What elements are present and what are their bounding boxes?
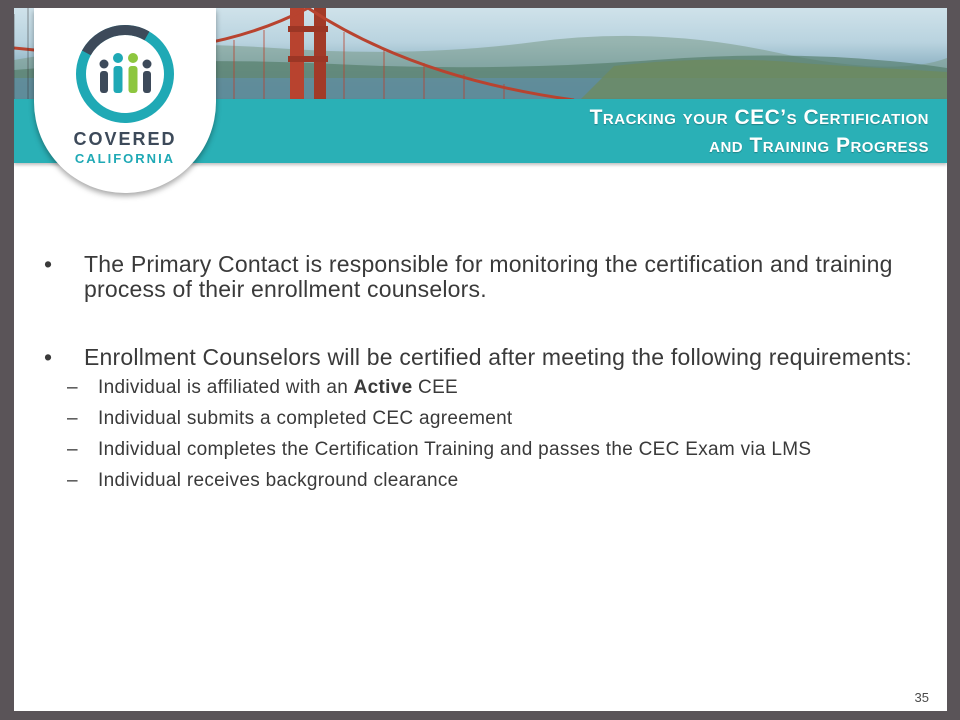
dash-glyph: – — [67, 470, 78, 491]
requirement-text-pre: Individual is affiliated with an — [98, 377, 354, 398]
requirement-text-bold: Active — [353, 377, 413, 398]
bullet-text: Enrollment Counselors will be certified after meeting the following requirements: — [84, 344, 912, 370]
bullet-glyph: • — [44, 251, 53, 277]
logo-word-covered: COVERED — [73, 129, 177, 149]
requirement-text: Individual completes the Certification Training and passes the CEC Exam via LMS — [98, 439, 812, 460]
covered-california-logo — [34, 8, 216, 193]
bullet-item — [34, 345, 934, 370]
slide-title — [590, 99, 929, 168]
requirement-text-post: CEE — [412, 377, 459, 398]
requirement-item — [34, 440, 934, 460]
requirement-item — [34, 409, 934, 429]
requirement-item — [34, 471, 934, 491]
slide — [14, 8, 947, 711]
title-line-2: and Training Progress — [709, 134, 929, 157]
slide-body — [34, 252, 934, 502]
dash-glyph: – — [67, 408, 78, 429]
requirement-text: Individual receives background clearance — [98, 470, 459, 491]
dash-glyph: – — [67, 439, 78, 460]
requirement-text: Individual submits a completed CEC agreement — [98, 408, 513, 429]
requirements-list — [34, 378, 934, 491]
logo-people-icon — [71, 24, 179, 124]
bullet-glyph: • — [44, 344, 53, 370]
requirement-item — [34, 378, 934, 398]
logo-word-california: CALIFORNIA — [74, 151, 176, 166]
dash-glyph: – — [67, 377, 78, 398]
title-line-1: Tracking your CEC’s Certification — [589, 106, 929, 129]
bullet-item — [34, 252, 934, 302]
bullet-text: The Primary Contact is responsible for monitoring the certification and training process of their enrollment counselors. — [84, 251, 893, 302]
page-number: 35 — [914, 690, 929, 705]
